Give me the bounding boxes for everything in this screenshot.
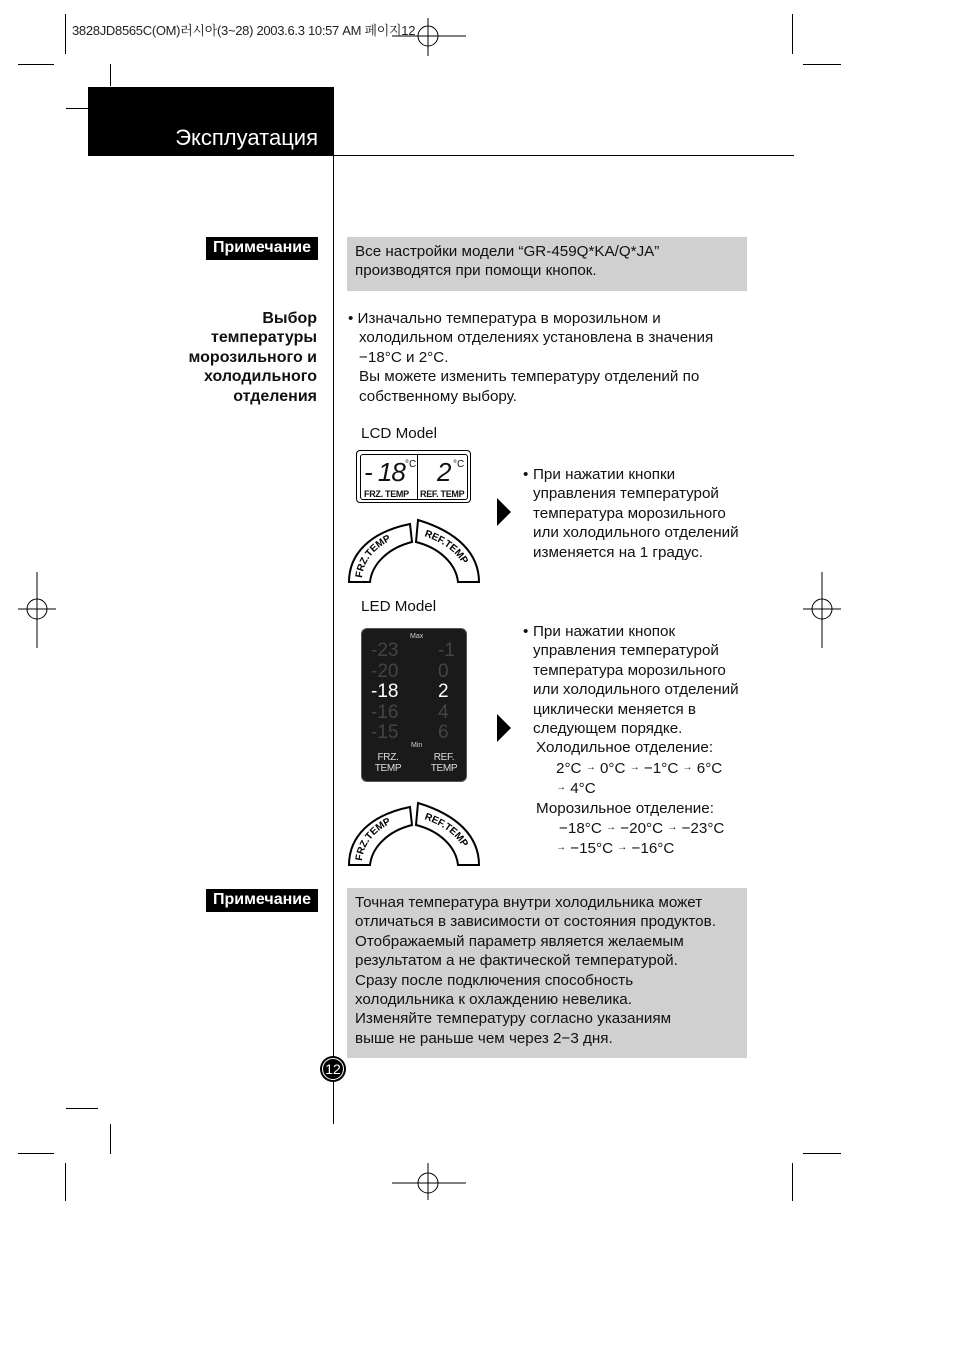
led-fridge-value: 0: [438, 660, 449, 682]
heading-line: морозильного и: [188, 348, 317, 366]
lcd-freezer-unit: °C: [405, 459, 417, 470]
led-ref-label: REF. TEMP: [430, 752, 458, 774]
bullet-line: • При нажатии кнопок: [523, 622, 773, 641]
note-line: Сразу после подключения способность: [355, 971, 634, 989]
freezer-sequence-cont: → −15°C → −16°C: [556, 840, 675, 858]
bullet-line: или холодильного отделений: [533, 681, 739, 699]
note-box-models: [347, 237, 747, 291]
bullet-line: циклически меняется в: [533, 700, 696, 718]
fridge-sequence-cont: → 4°C: [556, 780, 596, 798]
temp-buttons-lcd[interactable]: [344, 512, 484, 587]
led-model-label: LED Model: [361, 598, 437, 615]
bullet-line: или холодильного отделений: [533, 524, 739, 542]
heading-line: холодильного: [203, 368, 317, 386]
bullet-line: температура морозильного: [533, 661, 726, 679]
led-fridge-value: 2: [438, 681, 449, 702]
page-number: 12: [320, 1056, 346, 1082]
led-max-label: Max: [410, 633, 424, 640]
arrow-right-icon: [497, 498, 511, 526]
frz-temp-button-label: FRZ.TEMP: [354, 816, 393, 862]
note-line: производятся при помощи кнопок.: [355, 262, 597, 280]
lcd-frz-label: FRZ. TEMP: [364, 489, 409, 499]
fridge-heading: Холодильное отделение:: [536, 739, 714, 757]
intro-paragraph: [348, 309, 768, 406]
lcd-bullet: [523, 465, 763, 562]
section-title-bar: [88, 87, 334, 156]
led-min-label: Min: [411, 742, 423, 749]
note-line: выше не раньше чем через 2−3 дня.: [355, 1029, 613, 1047]
ref-temp-button-label: REF.TEMP: [423, 528, 470, 567]
note-line: Отображаемый параметр является желаемым: [355, 932, 684, 950]
temp-buttons-led[interactable]: [344, 795, 484, 870]
note-line: Точная температура внутри холодильника может: [355, 894, 703, 911]
fridge-sequence: 2°C → 0°C → −1°C → 6°C: [556, 759, 723, 777]
lcd-fridge-value: 2: [437, 457, 451, 487]
note-line: Все настройки модели “GR-459Q*KA/Q*JA”: [355, 243, 660, 260]
bullet-line: температура морозильного: [533, 504, 726, 522]
heading-line: Выбор: [262, 310, 317, 327]
bullet-line: • При нажатии кнопки: [523, 465, 763, 484]
note-line: результатом а не фактической температурой.: [355, 952, 678, 970]
note-label: Примечание: [206, 889, 318, 912]
note-line: холодильника к охлаждению невелика.: [355, 991, 632, 1009]
led-fridge-value: -1: [438, 640, 455, 661]
freezer-sequence: −18°C → −20°C → −23°C: [559, 820, 725, 838]
bullet-line: управления температурой: [533, 642, 719, 660]
led-frz-label: FRZ. TEMP: [374, 752, 402, 774]
led-display: [361, 628, 467, 782]
led-freezer-value: -20: [371, 660, 399, 682]
intro-line: Вы можете изменить температуру отделений по: [359, 368, 700, 386]
note-box-accuracy: [347, 888, 747, 1058]
note-line: Изменяйте температуру согласно указаниям: [355, 1010, 672, 1028]
ref-temp-button-label: REF.TEMP: [423, 811, 470, 850]
led-freezer-value: -15: [371, 722, 399, 743]
led-fridge-column: [438, 641, 478, 744]
led-fridge-value: 4: [438, 701, 449, 723]
heading-line: отделения: [233, 387, 317, 405]
lcd-ref-label: REF. TEMP: [420, 489, 465, 499]
intro-line: холодильном отделениях установлена в значения: [359, 329, 714, 347]
lcd-model-label: LCD Model: [361, 425, 437, 442]
side-heading: [77, 309, 317, 406]
led-freezer-value: -18: [371, 681, 399, 702]
led-freezer-value: -23: [371, 640, 399, 661]
led-freezer-column: [371, 641, 411, 744]
lcd-freezer-value: - 18: [364, 457, 405, 487]
arrow-right-icon: [497, 714, 511, 742]
freezer-heading: Морозильное отделение:: [536, 799, 714, 817]
lcd-fridge-unit: °C: [453, 459, 465, 470]
print-header: 3828JD8565C(OM)러시아(3~28) 2003.6.3 10:57 AM 페이지12: [72, 23, 416, 38]
frz-temp-button-label: FRZ.TEMP: [354, 533, 393, 579]
led-freezer-value: -16: [371, 701, 399, 723]
header-rule: [334, 155, 794, 156]
led-fridge-value: 6: [438, 722, 449, 743]
note-label: Примечание: [206, 237, 318, 260]
intro-line: • Изначально температура в морозильном и: [348, 310, 661, 327]
section-title: Эксплуатация: [175, 125, 318, 150]
bullet-line: следующем порядке.: [533, 720, 683, 738]
led-bullet: [523, 622, 773, 859]
column-rule: [333, 87, 334, 1124]
lcd-display: [356, 450, 471, 503]
intro-line: собственному выбору.: [359, 387, 517, 405]
note-line: отличаться в зависимости от состояния продуктов.: [355, 913, 716, 931]
intro-line: −18°C и 2°C.: [359, 348, 449, 366]
heading-line: температуры: [211, 329, 317, 347]
bullet-line: изменяется на 1 градус.: [533, 543, 703, 561]
bullet-line: управления температурой: [533, 485, 719, 503]
